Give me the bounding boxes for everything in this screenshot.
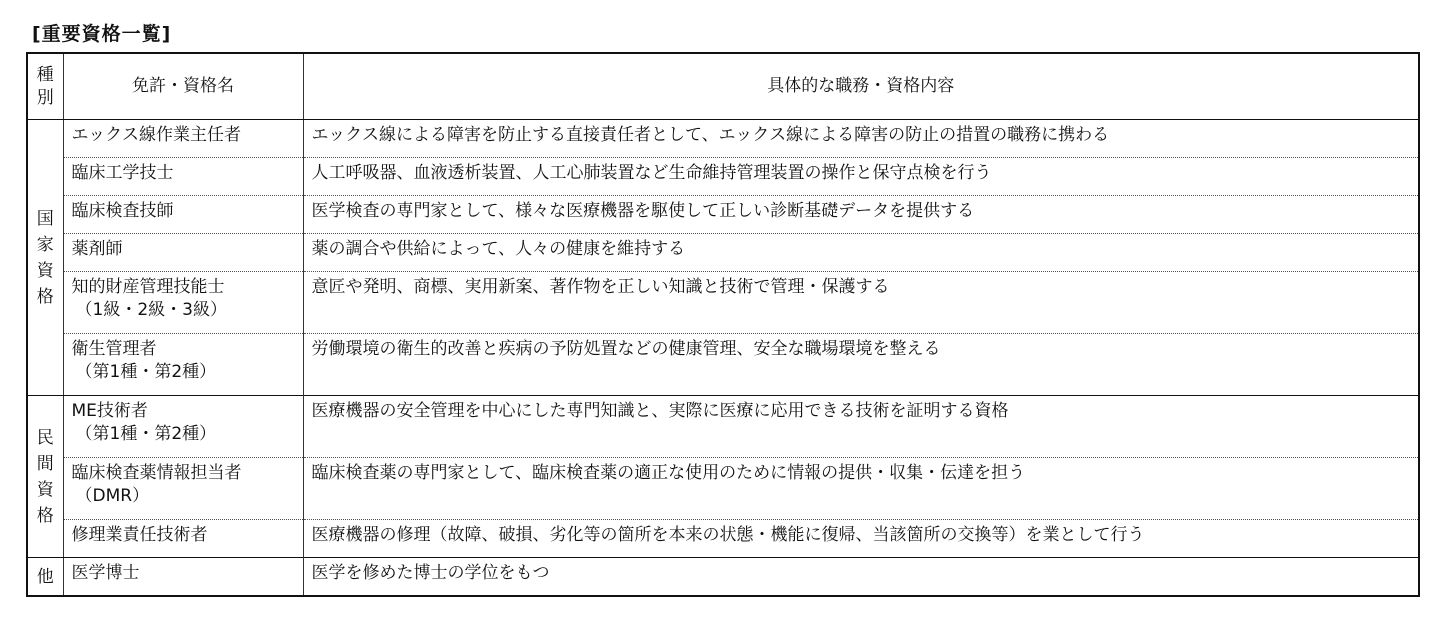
qualification-description: 労働環境の衛生的改善と疾病の予防処置などの健康管理、安全な職場環境を整える bbox=[303, 334, 1419, 396]
qualification-name-sub: （第1種・第2種） bbox=[75, 362, 217, 382]
table-row bbox=[27, 558, 1419, 597]
category-char: 民 bbox=[36, 427, 54, 448]
category-national bbox=[27, 120, 63, 396]
category-private bbox=[27, 396, 63, 558]
qualification-name: 修理業責任技術者 bbox=[63, 520, 303, 558]
qualification-description: 医学を修めた博士の学位をもつ bbox=[303, 558, 1419, 597]
category-char: 間 bbox=[36, 453, 54, 474]
qualification-name bbox=[63, 458, 303, 520]
category-char: 資 bbox=[36, 260, 54, 281]
header-description: 具体的な職務・資格内容 bbox=[303, 53, 1419, 120]
category-char: 家 bbox=[36, 234, 54, 255]
header-category-char: 別 bbox=[36, 87, 54, 108]
table-row bbox=[27, 234, 1419, 272]
table-row bbox=[27, 334, 1419, 396]
qualification-name-main: 知的財産管理技能士 bbox=[71, 277, 225, 297]
page-title: [重要資格一覧] bbox=[32, 23, 172, 45]
qualification-name bbox=[63, 396, 303, 458]
qualification-name-main: 臨床検査薬情報担当者 bbox=[71, 463, 242, 483]
category-char: 格 bbox=[36, 505, 54, 526]
table-row bbox=[27, 120, 1419, 158]
category-char: 資 bbox=[36, 479, 54, 500]
table-row bbox=[27, 196, 1419, 234]
qualification-description: 医療機器の安全管理を中心にした専門知識と、実際に医療に応用できる技術を証明する資格 bbox=[303, 396, 1419, 458]
qualification-description: 医療機器の修理（故障、破損、劣化等の箇所を本来の状態・機能に復帰、当該箇所の交換等）を業として行う bbox=[303, 520, 1419, 558]
qualification-description: 臨床検査薬の専門家として、臨床検査薬の適正な使用のために情報の提供・収集・伝達を担う bbox=[303, 458, 1419, 520]
qualification-name bbox=[63, 334, 303, 396]
category-other bbox=[27, 558, 63, 597]
qualification-name-sub: （DMR） bbox=[75, 486, 150, 506]
category-char: 格 bbox=[36, 286, 54, 307]
qualification-name-sub: （1級・2級・3級） bbox=[75, 300, 227, 320]
qualification-name: 臨床工学技士 bbox=[63, 158, 303, 196]
table-header-row bbox=[27, 53, 1419, 120]
category-char: 他 bbox=[36, 566, 54, 587]
table-row bbox=[27, 520, 1419, 558]
table-row bbox=[27, 396, 1419, 458]
qualification-description: 人工呼吸器、血液透析装置、人工心肺装置など生命維持管理装置の操作と保守点検を行う bbox=[303, 158, 1419, 196]
header-category bbox=[27, 53, 63, 120]
qualification-name-main: ME技術者 bbox=[71, 401, 148, 421]
qualifications-table bbox=[26, 52, 1420, 597]
header-category-char: 種 bbox=[36, 64, 54, 85]
qualification-name: 薬剤師 bbox=[63, 234, 303, 272]
header-name: 免許・資格名 bbox=[63, 53, 303, 120]
qualification-name: 臨床検査技師 bbox=[63, 196, 303, 234]
qualification-name-sub: （第1種・第2種） bbox=[75, 424, 217, 444]
table-row bbox=[27, 458, 1419, 520]
qualification-name bbox=[63, 272, 303, 334]
qualification-name: 医学博士 bbox=[63, 558, 303, 597]
qualification-description: エックス線による障害を防止する直接責任者として、エックス線による障害の防止の措置の職務に携わる bbox=[303, 120, 1419, 158]
qualification-name: エックス線作業主任者 bbox=[63, 120, 303, 158]
qualification-description: 意匠や発明、商標、実用新案、著作物を正しい知識と技術で管理・保護する bbox=[303, 272, 1419, 334]
category-char: 国 bbox=[36, 208, 54, 229]
qualification-name-main: 衛生管理者 bbox=[71, 339, 157, 359]
table-row bbox=[27, 158, 1419, 196]
qualification-description: 医学検査の専門家として、様々な医療機器を駆使して正しい診断基礎データを提供する bbox=[303, 196, 1419, 234]
table-row bbox=[27, 272, 1419, 334]
qualification-description: 薬の調合や供給によって、人々の健康を維持する bbox=[303, 234, 1419, 272]
